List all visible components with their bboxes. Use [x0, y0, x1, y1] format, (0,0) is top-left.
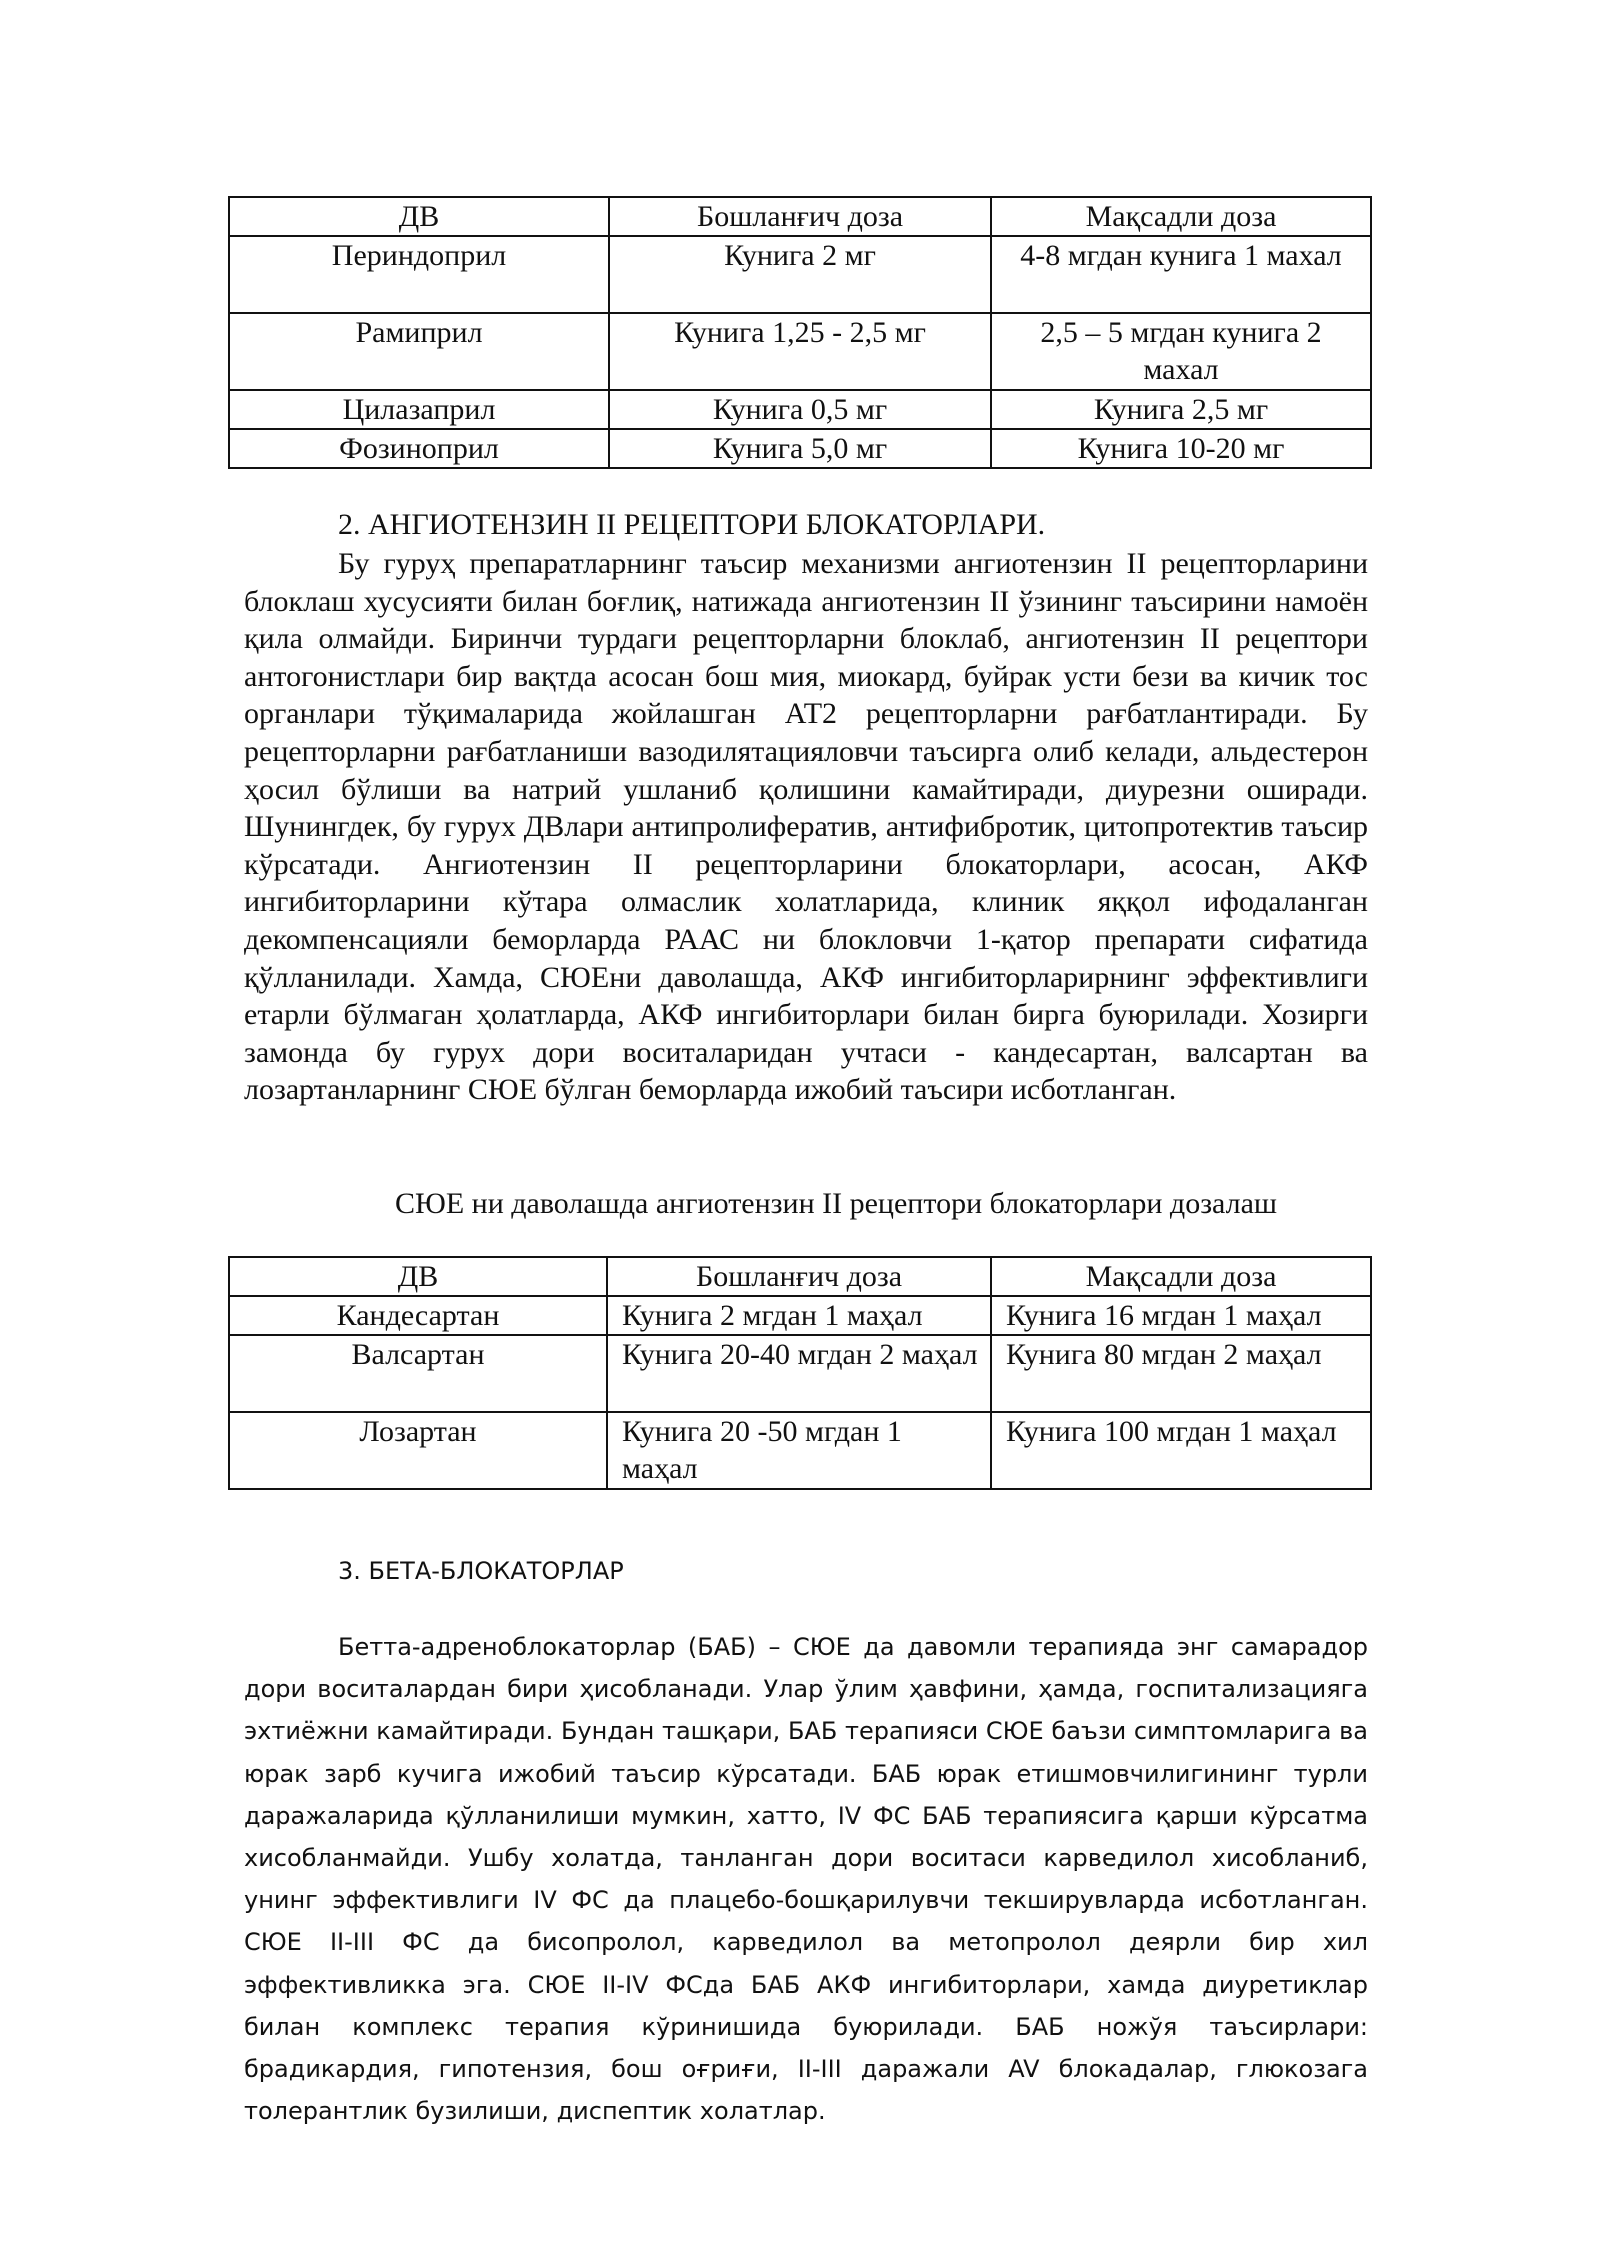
target-dose-cell: Кунига 10-20 мг [991, 429, 1371, 468]
header-cell: Бошланғич доза [609, 197, 991, 236]
header-cell: ДВ [229, 197, 609, 236]
table-row [229, 1335, 1371, 1412]
start-dose-cell: Кунига 2 мг [609, 236, 991, 313]
start-dose-cell: Кунига 20 -50 мгдан 1 маҳал [607, 1412, 991, 1489]
header-cell: Мақсадли доза [991, 1257, 1371, 1296]
target-dose-cell: 4-8 мгдан кунига 1 махал [991, 236, 1371, 313]
section-2-paragraph: Бу гуруҳ препаратларнинг таъсир механизми ангиотензин II рецепторларини блоклаш хусусияти билан боғлиқ, натижада ангиотензин II ўзининг таъсирини намоён қила олмайди. Биринчи турдаги рецепторларни блоклаб, ангиотензин II рецептори антогонистлари бир вақтда асосан бош мия, миокард, буйрак усти бези ва кичик тос органлари тўқималарида жойлашган АТ2 рецепторларни рағбатлантиради. Бу рецепторларни рағбатланиши вазодилятацияловчи таъсирга олиб келади, альдестерон ҳосил бўлиши ва натрий ушланиб қолишини камайтиради, диурезни оширади. Шунингдек, бу гурух ДВлари антипролифератив, антифибротик, цитопротектив таъсир кўрсатади. Ангиотензин II рецепторларини блокаторлари, асосан, АКФ ингибиторларини кўтара олмаслик холатларида, клиник яққол ифодаланган декомпенсацияли беморларда РААС ни блокловчи 1-қатор препарати сифатида қўлланилади. Хамда, СЮЕни даволашда, АКФ ингибиторларирнинг эффективлиги етарли бўлмаган ҳолатларда, АКФ ингибиторлари билан бирга буюрилади. Хозирги замонда бу гурух дори воситаларидан учтаси - кандесартан, валсартан ва лозартанларнинг СЮЕ бўлган беморларда ижобий таъсири исботланган. [244, 547, 1368, 1107]
drug-cell: Лозартан [229, 1412, 607, 1489]
ace-inhibitor-dose-table [228, 196, 1372, 469]
start-dose-cell: Кунига 0,5 мг [609, 390, 991, 429]
section-3-paragraph: Бетта-адреноблокаторлар (БАБ) – СЮЕ да давомли терапияда энг самарадор дори воситалардан бири ҳисобланади. Улар ўлим ҳавфини, ҳамда, госпитализацияга эхтиёжни камайтиради. Бундан ташқари, БАБ терапияси СЮЕ баъзи симптомларига ва юрак зарб кучига ижобий таъсир кўрсатади. БАБ юрак етишмовчилигининг турли даражаларида қўлланилиши мумкин, хатто, IV ФС БАБ терапиясига қарши кўрсатма хисобланмайди. Ушбу холатда, танланган дори воситаси карведилол хисобланиб, унинг эффективлиги IV ФС да плацебо-бошқарилувчи текширувларда исботланган. СЮЕ II-III ФС да бисопролол, карведилол ва метопролол деярли бир хил эффективликка эга. СЮЕ II-IV ФСда БАБ АКФ ингибиторлари, хамда диуретиклар билан комплекс терапия кўринишида буюрилади. БАБ ножўя таъсирлари: брадикардия, гипотензия, бош оғриғи, II-III даражали AV блокадалар, глюкозага толерантлик бузилиши, диспептик холатлар. [244, 1633, 1368, 2126]
target-dose-cell: Кунига 100 мгдан 1 маҳал [991, 1412, 1371, 1489]
target-dose-cell: Кунига 80 мгдан 2 маҳал [991, 1335, 1371, 1412]
header-cell: Бошланғич доза [607, 1257, 991, 1296]
target-dose-cell: Кунига 2,5 мг [991, 390, 1371, 429]
start-dose-cell: Кунига 2 мгдан 1 маҳал [607, 1296, 991, 1335]
table-row [229, 1412, 1371, 1489]
table-row [229, 429, 1371, 468]
header-cell: Мақсадли доза [991, 197, 1371, 236]
start-dose-cell: Кунига 5,0 мг [609, 429, 991, 468]
table-row [229, 313, 1371, 390]
table-row [229, 1296, 1371, 1335]
drug-cell: Фозиноприл [229, 429, 609, 468]
table-header-row [229, 197, 1371, 236]
start-dose-cell: Кунига 1,25 - 2,5 мг [609, 313, 991, 390]
table-row [229, 390, 1371, 429]
drug-cell: Рамиприл [229, 313, 609, 390]
start-dose-cell: Кунига 20-40 мгдан 2 маҳал [607, 1335, 991, 1412]
drug-cell: Валсартан [229, 1335, 607, 1412]
section-2-heading: 2. АНГИОТЕНЗИН II РЕЦЕПТОРИ БЛОКАТОРЛАРИ. [338, 508, 1046, 541]
drug-cell: Кандесартан [229, 1296, 607, 1335]
target-dose-cell: 2,5 – 5 мгдан кунига 2 махал [991, 313, 1371, 390]
table-header-row [229, 1257, 1371, 1296]
drug-cell: Цилазаприл [229, 390, 609, 429]
target-dose-cell: Кунига 16 мгдан 1 маҳал [991, 1296, 1371, 1335]
arb-dose-table [228, 1256, 1372, 1490]
section-3-heading: 3. БЕТА-БЛОКАТОРЛАР [338, 1557, 624, 1585]
table-row [229, 236, 1371, 313]
table-2-caption: СЮЕ ни даволашда ангиотензин II рецептори блокаторлари дозалаш [394, 1187, 1278, 1220]
header-cell: ДВ [229, 1257, 607, 1296]
drug-cell: Периндоприл [229, 236, 609, 313]
